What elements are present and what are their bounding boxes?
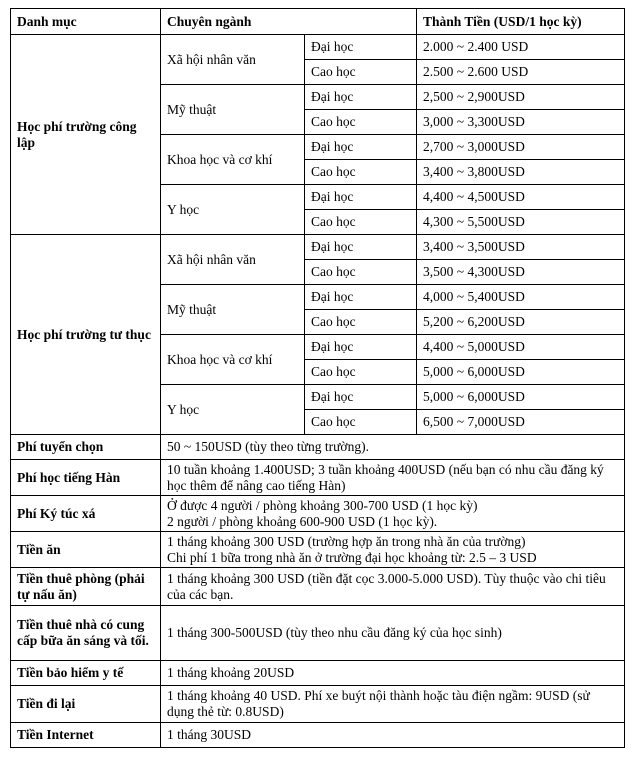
amount-cell: 3,500 ~ 4,300USD — [417, 260, 625, 285]
amount-cell: 2,700 ~ 3,000USD — [417, 135, 625, 160]
fee-label: Phí Ký túc xá — [11, 496, 161, 532]
amount-cell: 3,000 ~ 3,300USD — [417, 110, 625, 135]
fee-detail: 1 tháng khoảng 300 USD (trường hợp ăn trong nhà ăn của trường) Chi phí 1 bữa trong nhà ăn ở trường đại học khoảng từ: 2.5 – 3 USD — [161, 532, 625, 568]
table-row — [11, 35, 625, 60]
level-cell: Đại học — [305, 335, 417, 360]
amount-cell: 4,400 ~ 4,500USD — [417, 185, 625, 210]
amount-cell: 5,000 ~ 6,000USD — [417, 385, 625, 410]
major-cell: Y học — [161, 185, 305, 235]
fee-detail: 1 tháng khoảng 300 USD (tiền đặt cọc 3.000-5.000 USD). Tùy thuộc vào chi tiêu của các bạn. — [161, 568, 625, 606]
fee-label: Tiền ăn — [11, 532, 161, 568]
fee-row — [11, 460, 625, 496]
fee-detail: 10 tuần khoảng 1.400USD; 3 tuần khoảng 400USD (nếu bạn có nhu cầu đăng ký học thêm để nâng cao tiếng Hàn) — [161, 460, 625, 496]
major-cell: Khoa học và cơ khí — [161, 335, 305, 385]
major-cell: Mỹ thuật — [161, 285, 305, 335]
amount-cell: 6,500 ~ 7,000USD — [417, 410, 625, 435]
amount-cell: 5,200 ~ 6,200USD — [417, 310, 625, 335]
major-cell: Mỹ thuật — [161, 85, 305, 135]
fee-row — [11, 686, 625, 723]
category-cell: Học phí trường công lập — [11, 35, 161, 235]
amount-cell: 4,400 ~ 5,000USD — [417, 335, 625, 360]
major-cell: Xã hội nhân văn — [161, 35, 305, 85]
amount-cell: 2.000 ~ 2.400 USD — [417, 35, 625, 60]
amount-cell: 4,000 ~ 5,400USD — [417, 285, 625, 310]
level-cell: Đại học — [305, 135, 417, 160]
level-cell: Cao học — [305, 60, 417, 85]
fee-detail: 50 ~ 150USD (tùy theo từng trường). — [161, 435, 625, 460]
fee-label: Phí tuyển chọn — [11, 435, 161, 460]
fee-detail: 1 tháng 30USD — [161, 723, 625, 748]
fee-label: Tiền Internet — [11, 723, 161, 748]
level-cell: Cao học — [305, 360, 417, 385]
level-cell: Đại học — [305, 185, 417, 210]
fee-detail: Ở được 4 người / phòng khoảng 300-700 USD (1 học kỳ) 2 người / phòng khoảng 600-900 USD (1 học kỳ). — [161, 496, 625, 532]
header-category: Danh mục — [11, 9, 161, 35]
table-row — [11, 235, 625, 260]
fee-detail: 1 tháng 300-500USD (tùy theo nhu cầu đăng ký của học sinh) — [161, 606, 625, 661]
amount-cell: 2,500 ~ 2,900USD — [417, 85, 625, 110]
amount-cell: 4,300 ~ 5,500USD — [417, 210, 625, 235]
level-cell: Đại học — [305, 285, 417, 310]
amount-cell: 3,400 ~ 3,800USD — [417, 160, 625, 185]
amount-cell: 2.500 ~ 2.600 USD — [417, 60, 625, 85]
fee-row — [11, 496, 625, 532]
fee-row — [11, 532, 625, 568]
level-cell: Đại học — [305, 35, 417, 60]
level-cell: Đại học — [305, 85, 417, 110]
level-cell: Cao học — [305, 110, 417, 135]
fee-label: Phí học tiếng Hàn — [11, 460, 161, 496]
fee-detail: 1 tháng khoảng 40 USD. Phí xe buýt nội thành hoặc tàu điện ngầm: 9USD (sử dụng thẻ từ: 0.8USD) — [161, 686, 625, 723]
level-cell: Cao học — [305, 310, 417, 335]
level-cell: Đại học — [305, 385, 417, 410]
level-cell: Cao học — [305, 260, 417, 285]
amount-cell: 5,000 ~ 6,000USD — [417, 360, 625, 385]
fee-detail: 1 tháng khoảng 20USD — [161, 661, 625, 686]
fee-row — [11, 435, 625, 460]
header-row — [11, 9, 625, 35]
level-cell: Đại học — [305, 235, 417, 260]
header-amount: Thành Tiền (USD/1 học kỳ) — [417, 9, 625, 35]
fee-label: Tiền thuê nhà có cung cấp bữa ăn sáng và tối. — [11, 606, 161, 661]
fee-label: Tiền thuê phòng (phải tự nấu ăn) — [11, 568, 161, 606]
fee-table — [10, 8, 625, 748]
major-cell: Xã hội nhân văn — [161, 235, 305, 285]
fee-row — [11, 606, 625, 661]
fee-row — [11, 661, 625, 686]
fee-label: Tiền bảo hiểm y tế — [11, 661, 161, 686]
header-major: Chuyên ngành — [161, 9, 417, 35]
level-cell: Cao học — [305, 160, 417, 185]
fee-row — [11, 568, 625, 606]
level-cell: Cao học — [305, 410, 417, 435]
major-cell: Khoa học và cơ khí — [161, 135, 305, 185]
category-cell: Học phí trường tư thục — [11, 235, 161, 435]
major-cell: Y học — [161, 385, 305, 435]
other-fees-section — [11, 435, 625, 748]
fee-row — [11, 723, 625, 748]
level-cell: Cao học — [305, 210, 417, 235]
tuition-section — [11, 35, 625, 435]
fee-label: Tiền đi lại — [11, 686, 161, 723]
amount-cell: 3,400 ~ 3,500USD — [417, 235, 625, 260]
